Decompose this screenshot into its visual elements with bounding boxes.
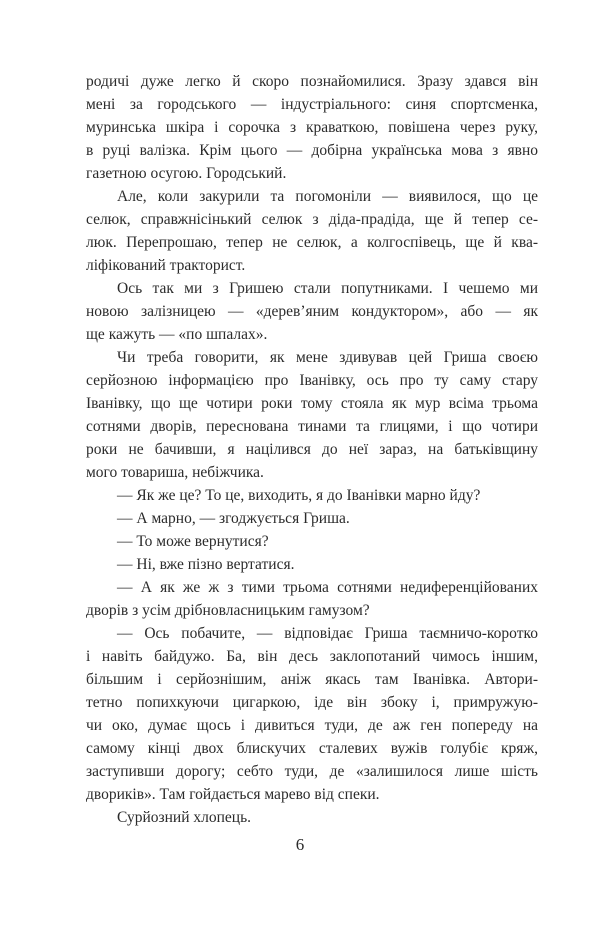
text-line: ліфікований тракторист. xyxy=(86,257,246,274)
text-line: серйозною інформацією про Іванівку, ось про ту саму стару xyxy=(86,372,538,389)
text-line: Ось так ми з Гришею стали попутниками. І чешемо ми xyxy=(117,280,538,297)
text-line: більшим і серйознішим, аніж якась там Іванівка. Автори- xyxy=(86,671,538,688)
text-line: — Як же це? То це, виходить, я до Іванівки марно йду? xyxy=(117,487,481,504)
text-line: Чи треба говорити, як мене здивував цей Гриша своєю xyxy=(117,349,538,366)
text-line: заступивши дорогу; себто туди, де «залишилося лише шість xyxy=(86,763,538,780)
text-line: і навіть байдужо. Ба, він десь заклопотаний чимось іншим, xyxy=(86,648,538,665)
text-line: мого товариша, небіжчика. xyxy=(86,464,264,481)
text-line: тетно попихкуючи цигаркою, іде він збоку і, примружую- xyxy=(86,694,538,711)
text-line: муринська шкіра і сорочка з краваткою, повішена через руку, xyxy=(86,119,538,136)
text-line: двориків». Там гойдається марево від спеки. xyxy=(86,786,380,803)
text-line: чи око, думає щось і дивиться туди, де аж ген попереду на xyxy=(86,717,538,734)
text-line: Але, коли закурили та погомоніли — виявилося, що це xyxy=(117,188,538,205)
text-line: люк. Перепрошаю, тепер не селюк, а колгоспівець, ще й ква- xyxy=(86,234,538,251)
text-line: Іванівку, що ще чотири роки тому стояла як мур всіма трьома xyxy=(86,395,538,412)
text-line: роки не бачивши, я націлився до неї зараз, на батьківщину xyxy=(86,441,538,458)
text-line: — А марно, — згоджується Гриша. xyxy=(117,510,350,527)
text-line: — А як же ж з тими трьома сотнями недиференційованих xyxy=(117,579,538,596)
text-line: сотнями дворів, переснована тинами та глицями, і що чотири xyxy=(86,418,538,435)
text-line: самому кінці двох блискучих сталевих вужів голубіє кряж, xyxy=(86,740,538,757)
page-text xyxy=(86,70,538,829)
text-line: — То може вернутися? xyxy=(117,533,269,550)
text-line: — Ось побачите, — відповідає Гриша таємничо-коротко xyxy=(117,625,538,642)
text-line: родичі дуже легко й скоро познайомилися. Зразу здався він xyxy=(86,73,538,90)
text-line: ще кажуть — «по шпалах». xyxy=(86,326,268,343)
text-line: селюк, справжнісінький селюк з діда-прадіда, ще й тепер се- xyxy=(86,211,538,228)
text-line: в руці валізка. Крім цього — добірна українська мова з явно xyxy=(86,142,538,159)
text-line: — Ні, вже пізно вертатися. xyxy=(117,556,295,573)
page-number: 6 xyxy=(295,835,305,854)
text-line: газетною осугою. Городський. xyxy=(86,165,287,182)
text-line: дворів з усім дрібновласницьким гамузом? xyxy=(86,602,370,619)
text-line: новою залізницею — «дерев’яним кондуктором», або — як xyxy=(86,303,538,320)
text-line: Сурйозний хлопець. xyxy=(117,809,252,826)
text-line: мені за городського — індустріального: синя спортсменка, xyxy=(86,96,538,113)
